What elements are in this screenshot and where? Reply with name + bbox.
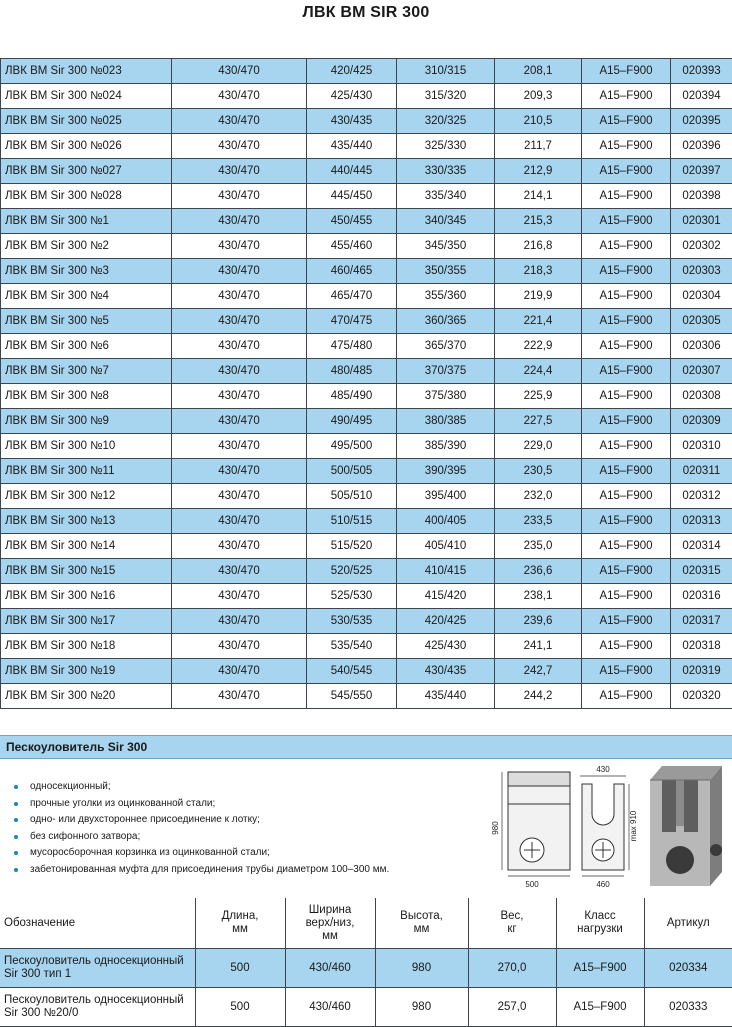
table-cell: 430/470: [172, 484, 307, 509]
table-cell: A15–F900: [582, 134, 671, 159]
max-height-label: max 910: [629, 810, 638, 841]
table-cell: 430/470: [172, 309, 307, 334]
side-view: [580, 776, 629, 876]
column-header: [285, 898, 375, 949]
table-cell: A15–F900: [582, 259, 671, 284]
table-row: [1, 209, 732, 234]
table-cell: 020312: [671, 484, 732, 509]
table-cell: A15–F900: [582, 59, 671, 84]
feature-item: [14, 862, 389, 879]
table-cell: ЛВК ВМ Sir 300 №18: [1, 634, 172, 659]
table-cell: 435/440: [397, 684, 495, 709]
table-row: [1, 59, 732, 84]
sand-trap-table-body: [0, 949, 732, 1027]
table-cell: 430/435: [397, 659, 495, 684]
table-cell: 425/430: [397, 634, 495, 659]
table-cell: ЛВК ВМ Sir 300 №026: [1, 134, 172, 159]
channels-table: [0, 58, 732, 709]
table-cell: 229,0: [495, 434, 582, 459]
table-cell: [556, 949, 644, 988]
table-cell: A15–F900: [582, 109, 671, 134]
table-cell: 430/470: [172, 559, 307, 584]
header-line: Длина,: [196, 910, 285, 923]
table-row: [1, 609, 732, 634]
table-cell: 020319: [671, 659, 732, 684]
section-title: Пескоуловитель Sir 300: [6, 740, 147, 754]
table-cell: A15–F900: [582, 359, 671, 384]
header-line: Ширина: [286, 904, 375, 917]
table-cell: 232,0: [495, 484, 582, 509]
header-line: Класс: [557, 910, 644, 923]
table-row: [1, 509, 732, 534]
table-cell: 208,1: [495, 59, 582, 84]
table-cell: 475/480: [307, 334, 397, 359]
table-cell: 420/425: [397, 609, 495, 634]
header-line: кг: [469, 923, 556, 936]
table-cell: A15–F900: [582, 334, 671, 359]
feature-item: [14, 779, 389, 796]
table-cell: A15–F900: [582, 209, 671, 234]
table-cell: 430/470: [172, 184, 307, 209]
table-cell: A15–F900: [582, 84, 671, 109]
table-row: [0, 949, 732, 988]
table-cell: 345/350: [397, 234, 495, 259]
table-cell: 505/510: [307, 484, 397, 509]
table-cell: 020394: [671, 84, 732, 109]
table-cell: [468, 949, 556, 988]
table-cell: 020395: [671, 109, 732, 134]
table-cell: 510/515: [307, 509, 397, 534]
feature-text: без сифонного затвора;: [30, 831, 140, 842]
table-cell: A15–F900: [582, 184, 671, 209]
table-cell: 020302: [671, 234, 732, 259]
table-cell: 214,1: [495, 184, 582, 209]
cell-line: Sir 300 тип 1: [4, 968, 195, 981]
table-cell: 340/345: [397, 209, 495, 234]
bullet-icon: [14, 818, 18, 822]
table-cell: 380/385: [397, 409, 495, 434]
table-cell: [0, 949, 195, 988]
table-cell: 480/485: [307, 359, 397, 384]
sand-trap-header: [0, 735, 732, 759]
table-cell: 430/435: [307, 109, 397, 134]
table-cell: ЛВК ВМ Sir 300 №024: [1, 84, 172, 109]
table-row: [1, 534, 732, 559]
feature-text: односекционный;: [30, 781, 111, 792]
table-cell: 222,9: [495, 334, 582, 359]
table-row: [1, 359, 732, 384]
column-header: [468, 898, 556, 949]
table-cell: 020309: [671, 409, 732, 434]
table-cell: 020310: [671, 434, 732, 459]
table-row: [1, 684, 732, 709]
table-cell: 540/545: [307, 659, 397, 684]
table-cell: 020317: [671, 609, 732, 634]
table-cell: 405/410: [397, 534, 495, 559]
table-cell: 209,3: [495, 84, 582, 109]
header-line: верх/низ,: [286, 917, 375, 930]
table-cell: [375, 949, 468, 988]
top-width-label: 430: [596, 765, 610, 774]
page-title: ЛВК ВМ SIR 300: [0, 4, 732, 22]
table-cell: ЛВК ВМ Sir 300 №6: [1, 334, 172, 359]
table-cell: 242,7: [495, 659, 582, 684]
table-cell: [285, 949, 375, 988]
table-cell: 400/405: [397, 509, 495, 534]
table-cell: 330/335: [397, 159, 495, 184]
table-cell: A15–F900: [582, 584, 671, 609]
table-cell: ЛВК ВМ Sir 300 №9: [1, 409, 172, 434]
table-cell: 020304: [671, 284, 732, 309]
front-view: [502, 772, 570, 876]
table-cell: ЛВК ВМ Sir 300 №8: [1, 384, 172, 409]
table-cell: 455/460: [307, 234, 397, 259]
table-cell: 020318: [671, 634, 732, 659]
table-cell: 430/470: [172, 159, 307, 184]
table-row: [0, 988, 732, 1027]
table-cell: ЛВК ВМ Sir 300 №13: [1, 509, 172, 534]
table-cell: [0, 988, 195, 1027]
table-cell: 355/360: [397, 284, 495, 309]
table-cell: ЛВК ВМ Sir 300 №027: [1, 159, 172, 184]
feature-text: мусоросборочная корзинка из оцинкованной стали;: [30, 847, 270, 858]
table-cell: 227,5: [495, 409, 582, 434]
column-header: [195, 898, 285, 949]
column-header: [556, 898, 644, 949]
channels-table-body: [1, 59, 732, 709]
column-header: [644, 898, 732, 949]
cell-line: Пескоуловитель односекционный: [4, 955, 195, 968]
bullet-icon: [14, 868, 18, 872]
table-cell: 430/470: [172, 659, 307, 684]
table-cell: 435/440: [307, 134, 397, 159]
table-cell: 360/365: [397, 309, 495, 334]
sand-trap-table-header: [0, 898, 732, 949]
table-row: [1, 109, 732, 134]
table-cell: A15–F900: [582, 284, 671, 309]
table-row: [1, 484, 732, 509]
table-cell: 241,1: [495, 634, 582, 659]
bullet-icon: [14, 851, 18, 855]
table-cell: 230,5: [495, 459, 582, 484]
table-cell: 211,7: [495, 134, 582, 159]
table-cell: ЛВК ВМ Sir 300 №16: [1, 584, 172, 609]
table-cell: 236,6: [495, 559, 582, 584]
table-cell: ЛВК ВМ Sir 300 №14: [1, 534, 172, 559]
cell-line: 430/460: [286, 1001, 375, 1014]
cell-line: A15–F900: [557, 962, 644, 975]
product-3d-view: [650, 766, 722, 886]
table-cell: ЛВК ВМ Sir 300 №025: [1, 109, 172, 134]
table-cell: A15–F900: [582, 409, 671, 434]
table-cell: A15–F900: [582, 384, 671, 409]
cell-line: 980: [376, 1001, 468, 1014]
table-cell: 430/470: [172, 684, 307, 709]
table-cell: 375/380: [397, 384, 495, 409]
table-cell: [375, 988, 468, 1027]
table-cell: 430/470: [172, 409, 307, 434]
table-cell: 020303: [671, 259, 732, 284]
table-cell: 215,3: [495, 209, 582, 234]
cell-line: 430/460: [286, 962, 375, 975]
table-cell: ЛВК ВМ Sir 300 №20: [1, 684, 172, 709]
table-cell: 490/495: [307, 409, 397, 434]
cell-line: Пескоуловитель односекционный: [4, 994, 195, 1007]
table-cell: 420/425: [307, 59, 397, 84]
table-cell: 495/500: [307, 434, 397, 459]
table-cell: 430/470: [172, 59, 307, 84]
table-cell: 485/490: [307, 384, 397, 409]
table-cell: 535/540: [307, 634, 397, 659]
cell-line: 020333: [645, 1001, 732, 1014]
table-cell: 430/470: [172, 634, 307, 659]
header-line: мм: [196, 923, 285, 936]
cell-line: 980: [376, 962, 468, 975]
table-cell: 470/475: [307, 309, 397, 334]
table-cell: 216,8: [495, 234, 582, 259]
table-row: [1, 434, 732, 459]
cell-line: 500: [196, 962, 285, 975]
table-row: [1, 309, 732, 334]
table-cell: A15–F900: [582, 509, 671, 534]
table-cell: 365/370: [397, 334, 495, 359]
table-cell: 415/420: [397, 584, 495, 609]
table-cell: 239,6: [495, 609, 582, 634]
table-cell: 370/375: [397, 359, 495, 384]
column-header: [0, 898, 195, 949]
table-cell: A15–F900: [582, 534, 671, 559]
table-row: [1, 84, 732, 109]
cell-line: 257,0: [469, 1001, 556, 1014]
table-cell: 244,2: [495, 684, 582, 709]
table-cell: 445/450: [307, 184, 397, 209]
table-cell: 410/415: [397, 559, 495, 584]
table-cell: 020398: [671, 184, 732, 209]
height-label: 980: [491, 821, 500, 835]
table-cell: 440/445: [307, 159, 397, 184]
cell-line: 270,0: [469, 962, 556, 975]
header-line: Высота,: [376, 910, 468, 923]
table-cell: 020316: [671, 584, 732, 609]
table-row: [1, 409, 732, 434]
table-cell: 218,3: [495, 259, 582, 284]
table-cell: 020305: [671, 309, 732, 334]
table-row: [1, 634, 732, 659]
table-cell: ЛВК ВМ Sir 300 №10: [1, 434, 172, 459]
table-cell: 430/470: [172, 584, 307, 609]
table-cell: 425/430: [307, 84, 397, 109]
header-line: Обозначение: [4, 917, 195, 930]
table-cell: 020311: [671, 459, 732, 484]
table-cell: 545/550: [307, 684, 397, 709]
table-cell: A15–F900: [582, 634, 671, 659]
table-cell: 430/470: [172, 334, 307, 359]
table-cell: A15–F900: [582, 659, 671, 684]
table-row: [1, 184, 732, 209]
table-cell: 390/395: [397, 459, 495, 484]
table-cell: 430/470: [172, 259, 307, 284]
table-cell: 430/470: [172, 534, 307, 559]
table-cell: 430/470: [172, 284, 307, 309]
table-cell: 020306: [671, 334, 732, 359]
table-cell: ЛВК ВМ Sir 300 №028: [1, 184, 172, 209]
table-cell: A15–F900: [582, 484, 671, 509]
table-cell: A15–F900: [582, 559, 671, 584]
table-row: [1, 334, 732, 359]
header-line: Артикул: [645, 917, 732, 930]
table-cell: 310/315: [397, 59, 495, 84]
table-cell: [644, 988, 732, 1027]
table-cell: 335/340: [397, 184, 495, 209]
table-cell: [644, 949, 732, 988]
table-cell: A15–F900: [582, 684, 671, 709]
table-cell: 212,9: [495, 159, 582, 184]
table-cell: ЛВК ВМ Sir 300 №5: [1, 309, 172, 334]
feature-text: прочные уголки из оцинкованной стали;: [30, 798, 215, 809]
table-cell: [468, 988, 556, 1027]
table-cell: 020397: [671, 159, 732, 184]
table-row: [1, 659, 732, 684]
table-cell: 020393: [671, 59, 732, 84]
table-cell: 430/470: [172, 109, 307, 134]
table-cell: ЛВК ВМ Sir 300 №11: [1, 459, 172, 484]
table-cell: 430/470: [172, 509, 307, 534]
table-cell: 430/470: [172, 209, 307, 234]
table-cell: 320/325: [397, 109, 495, 134]
table-cell: 020308: [671, 384, 732, 409]
table-cell: 020301: [671, 209, 732, 234]
header-line: Вес,: [469, 910, 556, 923]
table-cell: 350/355: [397, 259, 495, 284]
table-row: [1, 134, 732, 159]
table-cell: 430/470: [172, 609, 307, 634]
cell-line: 500: [196, 1001, 285, 1014]
table-cell: 020307: [671, 359, 732, 384]
table-cell: ЛВК ВМ Sir 300 №3: [1, 259, 172, 284]
table-cell: 020320: [671, 684, 732, 709]
header-line: мм: [286, 930, 375, 943]
table-cell: 430/470: [172, 234, 307, 259]
table-row: [1, 259, 732, 284]
sand-trap-drawing: [490, 762, 730, 892]
feature-item: [14, 796, 389, 813]
table-cell: ЛВК ВМ Sir 300 №1: [1, 209, 172, 234]
table-row: [1, 584, 732, 609]
table-cell: ЛВК ВМ Sir 300 №17: [1, 609, 172, 634]
table-cell: ЛВК ВМ Sir 300 №19: [1, 659, 172, 684]
table-cell: 020314: [671, 534, 732, 559]
table-row: [1, 559, 732, 584]
table-cell: 395/400: [397, 484, 495, 509]
header-line: нагрузки: [557, 923, 644, 936]
table-cell: 450/455: [307, 209, 397, 234]
table-cell: 385/390: [397, 434, 495, 459]
feature-item: [14, 845, 389, 862]
table-row: [1, 159, 732, 184]
table-cell: 530/535: [307, 609, 397, 634]
table-cell: A15–F900: [582, 159, 671, 184]
cell-line: Sir 300 №20/0: [4, 1007, 195, 1020]
front-width-label: 500: [525, 880, 539, 889]
feature-item: [14, 829, 389, 846]
table-cell: ЛВК ВМ Sir 300 №15: [1, 559, 172, 584]
table-cell: ЛВК ВМ Sir 300 №4: [1, 284, 172, 309]
table-cell: ЛВК ВМ Sir 300 №2: [1, 234, 172, 259]
table-cell: 430/470: [172, 459, 307, 484]
table-cell: ЛВК ВМ Sir 300 №7: [1, 359, 172, 384]
table-cell: A15–F900: [582, 609, 671, 634]
table-cell: A15–F900: [582, 234, 671, 259]
table-cell: 460/465: [307, 259, 397, 284]
side-width-label: 460: [596, 880, 610, 889]
cell-line: A15–F900: [557, 1001, 644, 1014]
column-header: [375, 898, 468, 949]
table-row: [1, 459, 732, 484]
table-cell: 210,5: [495, 109, 582, 134]
table-cell: 225,9: [495, 384, 582, 409]
table-cell: A15–F900: [582, 459, 671, 484]
table-row: [1, 234, 732, 259]
table-cell: [285, 988, 375, 1027]
table-cell: 430/470: [172, 84, 307, 109]
table-cell: [195, 949, 285, 988]
table-cell: 233,5: [495, 509, 582, 534]
bullet-icon: [14, 835, 18, 839]
table-cell: 500/505: [307, 459, 397, 484]
table-cell: 325/330: [397, 134, 495, 159]
feature-list: [14, 779, 389, 879]
table-cell: 221,4: [495, 309, 582, 334]
table-cell: 520/525: [307, 559, 397, 584]
table-cell: 515/520: [307, 534, 397, 559]
table-cell: ЛВК ВМ Sir 300 №12: [1, 484, 172, 509]
feature-text: одно- или двухстороннее присоединение к лотку;: [30, 814, 260, 825]
table-cell: 238,1: [495, 584, 582, 609]
table-cell: 315/320: [397, 84, 495, 109]
table-cell: 020396: [671, 134, 732, 159]
table-cell: 525/530: [307, 584, 397, 609]
header-line: мм: [376, 923, 468, 936]
table-cell: 465/470: [307, 284, 397, 309]
table-cell: 430/470: [172, 359, 307, 384]
table-cell: 219,9: [495, 284, 582, 309]
table-cell: ЛВК ВМ Sir 300 №023: [1, 59, 172, 84]
table-cell: 430/470: [172, 384, 307, 409]
table-row: [1, 284, 732, 309]
table-cell: A15–F900: [582, 309, 671, 334]
feature-item: [14, 812, 389, 829]
table-cell: 020315: [671, 559, 732, 584]
table-cell: [195, 988, 285, 1027]
table-cell: A15–F900: [582, 434, 671, 459]
bullet-icon: [14, 802, 18, 806]
table-row: [1, 384, 732, 409]
bullet-icon: [14, 785, 18, 789]
table-cell: 430/470: [172, 134, 307, 159]
table-cell: 224,4: [495, 359, 582, 384]
table-cell: 235,0: [495, 534, 582, 559]
cell-line: 020334: [645, 962, 732, 975]
table-cell: 020313: [671, 509, 732, 534]
table-cell: [556, 988, 644, 1027]
feature-text: забетонированная муфта для присоединения трубы диаметром 100–300 мм.: [30, 864, 389, 875]
table-cell: 430/470: [172, 434, 307, 459]
sand-trap-table: [0, 898, 732, 1027]
